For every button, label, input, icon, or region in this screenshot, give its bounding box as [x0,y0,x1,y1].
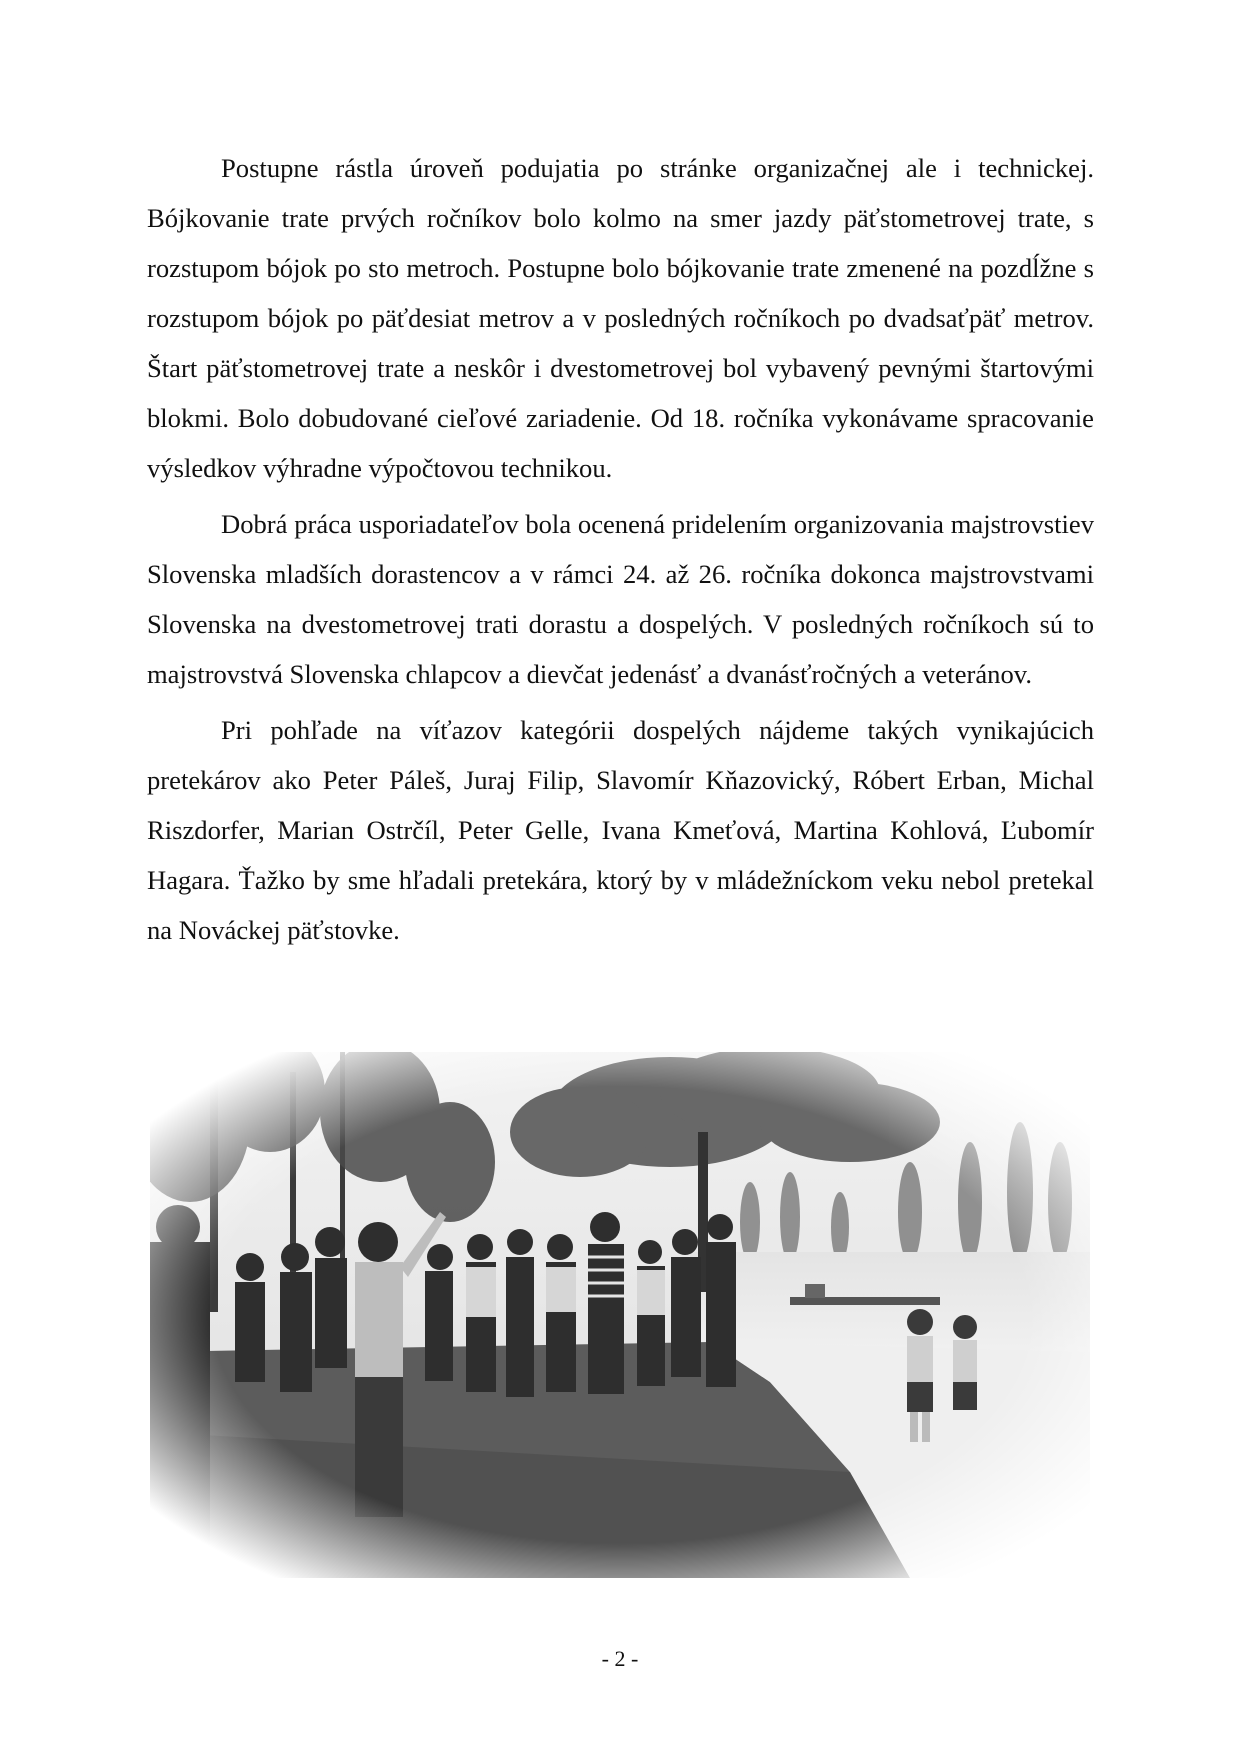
paragraph-2: Dobrá práca usporiadateľov bola ocenená pridelením organizovania majstrovstiev Slovenska mladších dorastencov a v rámci 24. až 26. ročníka dokonca majstrovstvami Slovenska na dvestometrovej trati dorastu a dospelých. V posledných ročníkoch sú to majstrovstvá Slovenska chlapcov a dievčat jedenásť a dvanásťročných a veteránov. [147,509,1094,689]
historical-photo [150,1052,1090,1578]
paragraph-1: Postupne rástla úroveň podujatia po stránke organizačnej ale i technickej. Bójkovanie trate prvých ročníkov bolo kolmo na smer jazdy päťstometrovej trate, s rozstupom bójok po sto metroch. Postupne bolo bójkovanie trate zmenené na pozdĺžne s rozstupom bójok po päťdesiat metrov a v posledných ročníkoch po dvadsaťpäť metrov. Štart päťstometrovej trate a neskôr i dvestometrovej bol vybavený pevnými štartovými blokmi. Bolo dobudované cieľové zariadenie. Od 18. ročníka vykonávame spracovanie výsledkov výhradne výpočtovou technikou. [147,153,1094,483]
paragraph-3: Pri pohľade na víťazov kategórii dospelých nájdeme takých vynikajúcich pretekárov ako Peter Páleš, Juraj Filip, Slavomír Kňazovický, Róbert Erban, Michal Riszdorfer, Marian Ostrčíl, Peter Gelle, Ivana Kmeťová, Martina Kohlová, Ľubomír Hagara. Ťažko by sme hľadali pretekára, ktorý by v mládežníckom veku nebol pretekal na Nováckej päťstovke. [147,715,1094,945]
body-text [147,143,1094,961]
page-number: - 2 - [601,1646,639,1671]
photo-illustration [150,1052,1090,1578]
